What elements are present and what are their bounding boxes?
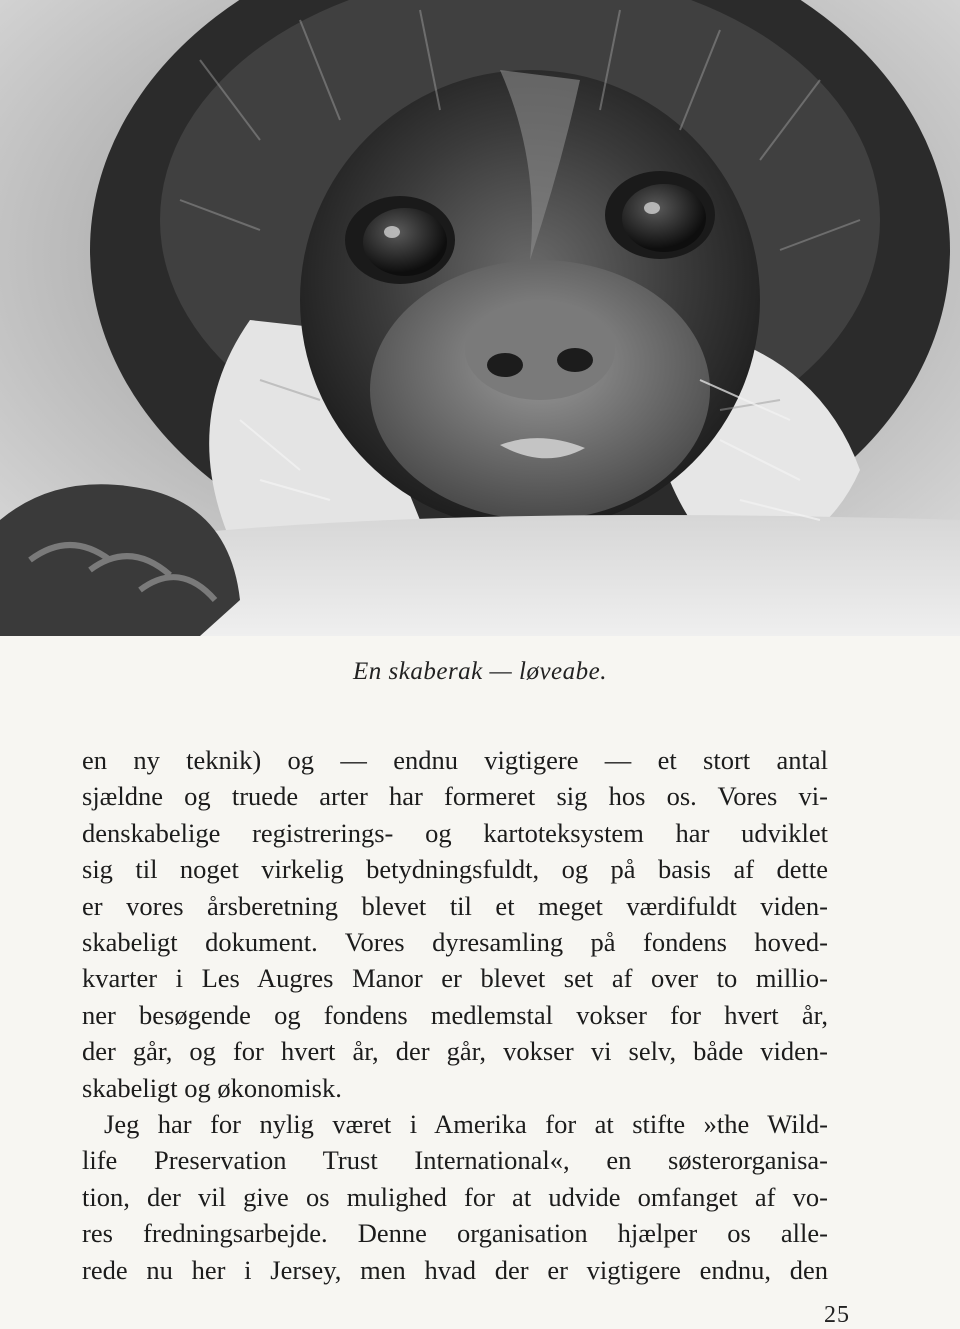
text-line: skabeligt og økonomisk. bbox=[82, 1072, 342, 1103]
text-line: skabeligt dokument. Vores dyresamling på fondens hoved- bbox=[82, 927, 828, 958]
text-line: ner besøgende og fondens medlemstal vokser for hvert år, bbox=[82, 999, 828, 1030]
text-line: Jeg har for nylig været i Amerika for at stifte »the Wild- bbox=[104, 1109, 828, 1140]
marmoset-face-illustration bbox=[0, 0, 960, 636]
text-line: sjældne og truede arter har formeret sig hos os. Vores vi- bbox=[82, 781, 828, 812]
text-line: kvarter i Les Augres Manor er blevet set af over to millio- bbox=[82, 963, 828, 994]
text-line: life Preservation Trust International«, en søsterorganisa- bbox=[82, 1145, 828, 1176]
text-line: sig til noget virkelig betydningsfuldt, og på basis af dette bbox=[82, 854, 828, 885]
text-line: er vores årsberetning blevet til et meget værdifuldt viden- bbox=[82, 890, 828, 921]
text-line: rede nu her i Jersey, men hvad der er vigtigere endnu, den bbox=[82, 1254, 828, 1285]
text-line: en ny teknik) og — endnu vigtigere — et stort antal bbox=[82, 745, 828, 775]
text-line: tion, der vil give os mulighed for at udvide omfanget af vo- bbox=[82, 1181, 828, 1212]
text-line: denskabelige registrerings- og kartoteksystem har udviklet bbox=[82, 817, 828, 848]
text-line: der går, og for hvert år, der går, vokser vi selv, både viden- bbox=[82, 1036, 828, 1067]
text-line: res fredningsarbejde. Denne organisation hjælper os alle- bbox=[82, 1218, 828, 1249]
marmoset-photo bbox=[0, 0, 960, 636]
paragraph bbox=[82, 1106, 828, 1288]
paragraph bbox=[82, 742, 828, 1106]
page-number: 25 bbox=[824, 1302, 850, 1328]
photo-caption: En skaberak — løveabe. bbox=[353, 658, 607, 685]
body-text bbox=[82, 742, 828, 1288]
